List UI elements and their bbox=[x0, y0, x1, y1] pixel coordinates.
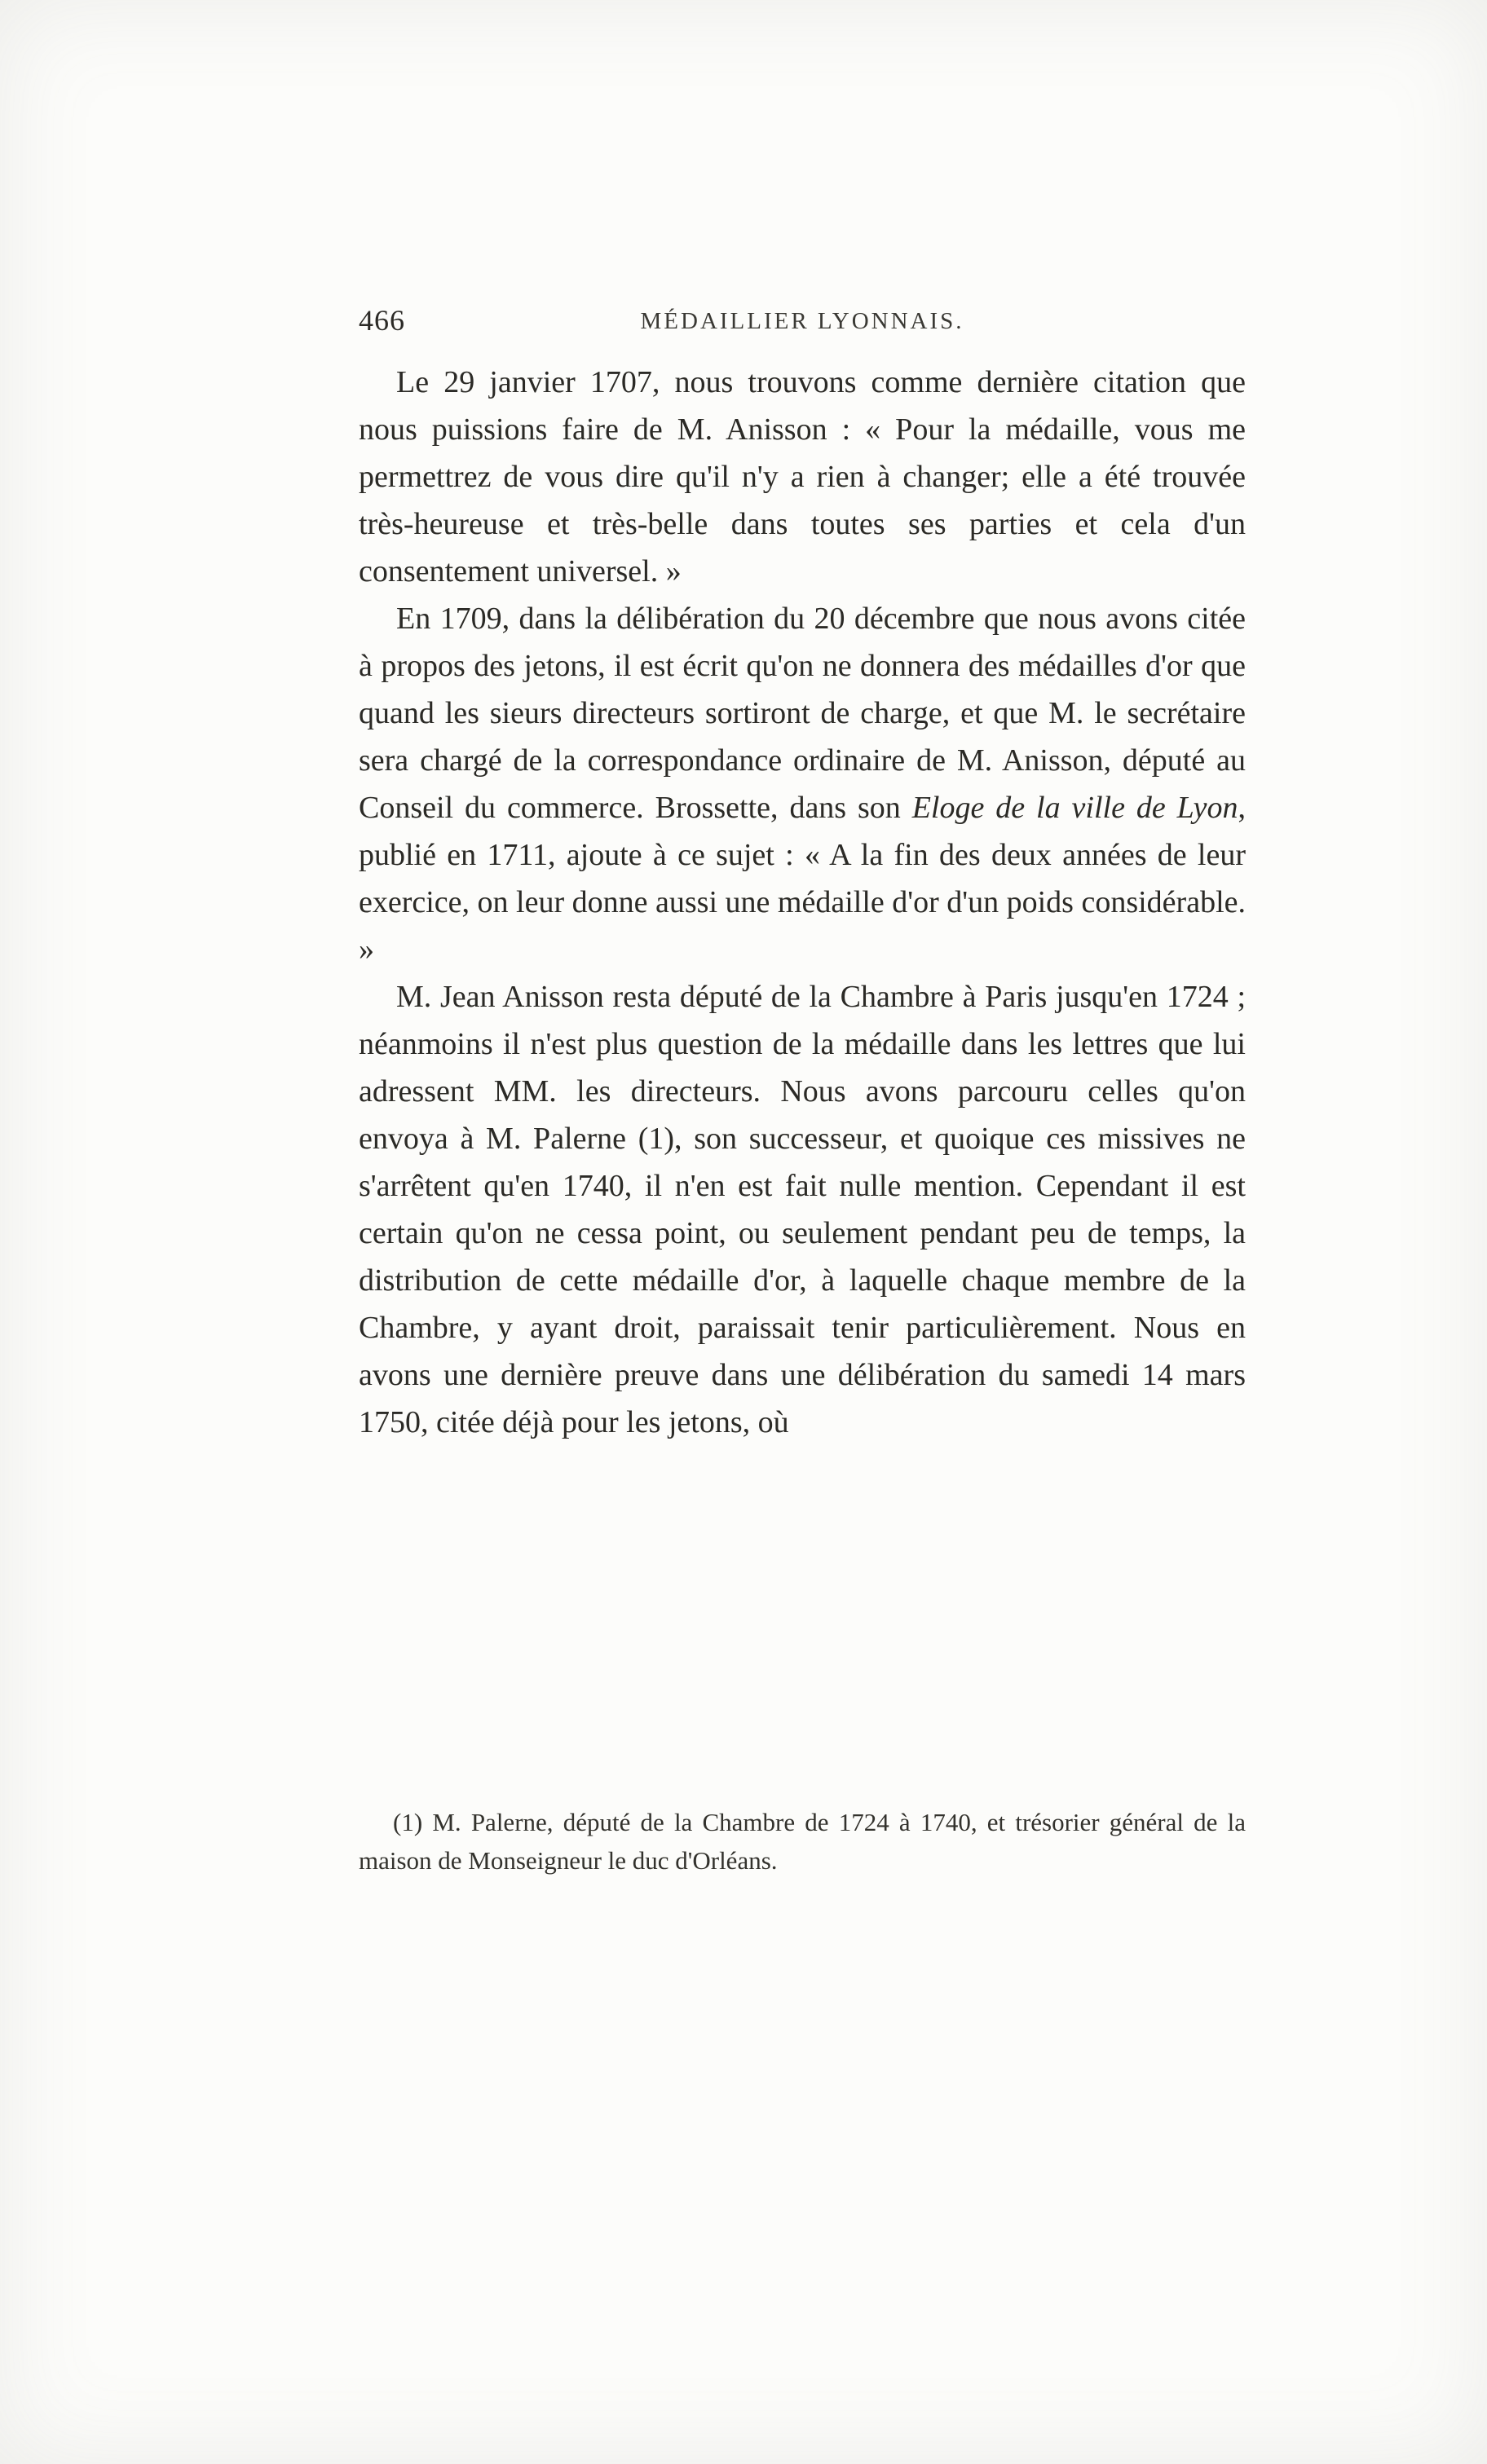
page-header bbox=[359, 303, 1246, 342]
paragraph bbox=[359, 595, 1246, 973]
text-block bbox=[359, 359, 1246, 1446]
page-number: 466 bbox=[359, 304, 405, 337]
paragraph: M. Jean Anisson resta député de la Chambre à Paris jusqu'en 1724 ; néanmoins il n'est plus question de la médaille dans les lettres que lui adressent MM. les directeurs. Nous avons parcouru celles qu'on envoya à M. Palerne (1), son successeur, et quoique ces missives ne s'arrêtent qu'en 1740, il n'en est fait nulle mention. Cependant il est certain qu'on ne cessa point, ou seulement pendant peu de temps, la distribution de cette médaille d'or, à laquelle chaque membre de la Chambre, y ayant droit, paraissait tenir particulièrement. Nous en avons une dernière preuve dans une délibération du samedi 14 mars 1750, citée déjà pour les jetons, où bbox=[359, 980, 1246, 1439]
running-title: MÉDAILLIER LYONNAIS. bbox=[640, 308, 964, 334]
footnote: (1) M. Palerne, député de la Chambre de 1724 à 1740, et trésorier général de la maison de Monseigneur le duc d'Orléans. bbox=[359, 1808, 1246, 1875]
paragraph: Le 29 janvier 1707, nous trouvons comme dernière citation que nous puissions faire de M. Anisson : « Pour la médaille, vous me permettrez de vous dire qu'il n'y a rien à changer; elle a été trouvée très-heureuse et très-belle dans toutes ses parties et cela d'un consentement universel. » bbox=[359, 365, 1246, 588]
paragraph-text: , publié en 1711, ajoute à ce sujet : « A la fin des deux années de leur exercice, on leur donne aussi une médaille d'or d'un poids considérable. » bbox=[359, 791, 1246, 967]
paragraph-text: En 1709, dans la délibération du 20 décembre que nous avons citée à propos des jetons, il est écrit qu'on ne donnera des médailles d'or que quand les sieurs directeurs sortiront de charge, et que M. le secrétaire sera chargé de la correspondance ordinaire de M. Anisson, député au Conseil du commerce. Brossette, dans son bbox=[359, 602, 1246, 825]
book-title-italic: Eloge de la ville de Lyon bbox=[911, 791, 1238, 825]
